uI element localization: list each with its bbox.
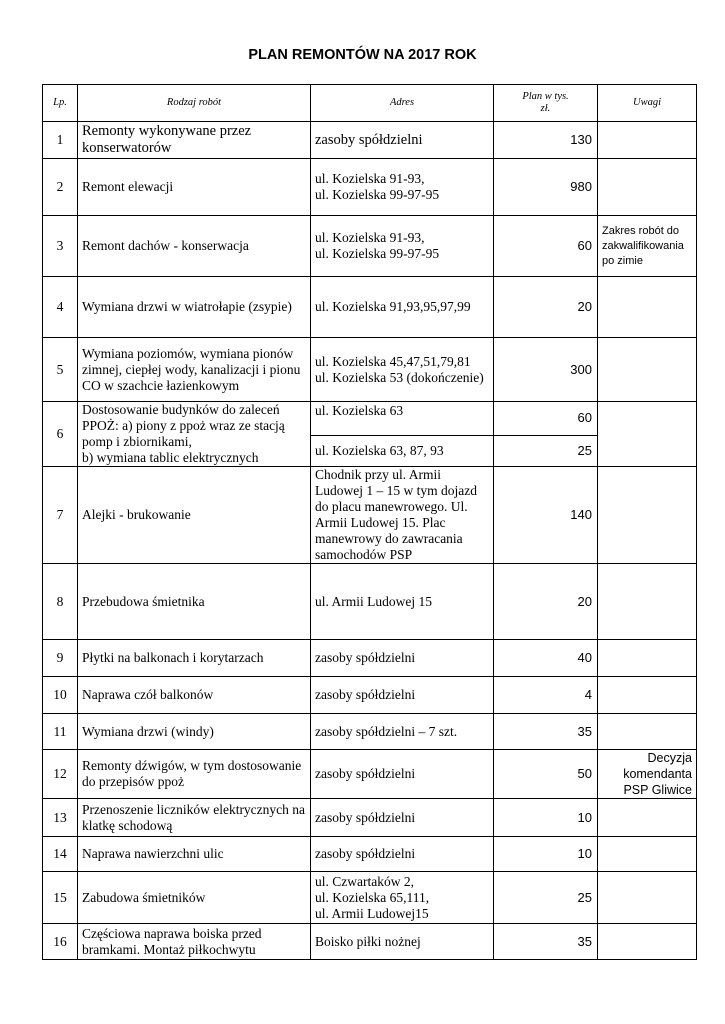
row-uwagi bbox=[598, 122, 697, 159]
header-plan-line2: zł. bbox=[540, 103, 551, 114]
row-adres bbox=[311, 338, 494, 402]
row-adres-line: ul. Kozielska 53 (dokończenie) bbox=[315, 369, 484, 385]
repairs-table bbox=[42, 84, 697, 960]
row-uwagi bbox=[598, 564, 697, 640]
row-lp: 9 bbox=[43, 640, 78, 677]
row-uwagi bbox=[598, 216, 697, 277]
table-row bbox=[43, 924, 697, 960]
table-row bbox=[43, 750, 697, 799]
row-rodzaj: Przenoszenie liczników elektrycznych na klatkę schodową bbox=[78, 799, 311, 837]
row-adres: zasoby spółdzielni – 7 szt. bbox=[311, 714, 494, 750]
row-adres: zasoby spółdzielni bbox=[311, 750, 494, 799]
row-rodzaj-line: Dostosowanie budynków do zaleceń PPOŻ: a) piony z ppoż wraz ze stacją pomp i zbiornikami, bbox=[82, 402, 285, 449]
header-adres: Adres bbox=[311, 85, 494, 122]
row-lp: 14 bbox=[43, 837, 78, 872]
row-plan: 35 bbox=[494, 924, 598, 960]
row-rodzaj: Płytki na balkonach i korytarzach bbox=[78, 640, 311, 677]
row-plan: 10 bbox=[494, 837, 598, 872]
row-rodzaj: Naprawa nawierzchni ulic bbox=[78, 837, 311, 872]
table-row bbox=[43, 467, 697, 564]
row-rodzaj: Naprawa czół balkonów bbox=[78, 677, 311, 714]
row-adres-line: ul. Kozielska 65,111, bbox=[315, 889, 430, 905]
table-row bbox=[43, 799, 697, 837]
table-row bbox=[43, 714, 697, 750]
row-plan: 60 bbox=[494, 402, 598, 436]
row-adres bbox=[311, 216, 494, 277]
row-uwagi bbox=[598, 924, 697, 960]
table-row bbox=[43, 277, 697, 338]
table-row bbox=[43, 677, 697, 714]
header-uwagi: Uwagi bbox=[598, 85, 697, 122]
row-uwagi bbox=[598, 640, 697, 677]
row-uwagi bbox=[598, 677, 697, 714]
row-plan: 60 bbox=[494, 216, 598, 277]
row-plan: 25 bbox=[494, 872, 598, 924]
row-plan: 50 bbox=[494, 750, 598, 799]
row-plan: 20 bbox=[494, 277, 598, 338]
row-rodzaj-line: b) wymiana tablic elektrycznych bbox=[82, 450, 259, 465]
row-rodzaj: Remonty dźwigów, w tym dostosowanie do przepisów ppoż bbox=[78, 750, 311, 799]
row-plan: 35 bbox=[494, 714, 598, 750]
row-rodzaj: Remont dachów - konserwacja bbox=[78, 216, 311, 277]
table-row bbox=[43, 640, 697, 677]
header-plan-line1: Plan w tys. bbox=[522, 91, 569, 102]
row-adres: zasoby spółdzielni bbox=[311, 799, 494, 837]
row-rodzaj: Remont elewacji bbox=[78, 159, 311, 216]
row-lp: 4 bbox=[43, 277, 78, 338]
row-plan: 25 bbox=[494, 435, 598, 466]
row-rodzaj bbox=[78, 402, 311, 467]
row-lp: 11 bbox=[43, 714, 78, 750]
table-row bbox=[43, 216, 697, 277]
row-lp: 12 bbox=[43, 750, 78, 799]
row-adres: ul. Kozielska 63 bbox=[311, 402, 494, 436]
row-lp: 10 bbox=[43, 677, 78, 714]
row-adres: zasoby spółdzielni bbox=[311, 122, 494, 159]
table-row bbox=[43, 564, 697, 640]
row-lp: 5 bbox=[43, 338, 78, 402]
header-rodzaj: Rodzaj robót bbox=[78, 85, 311, 122]
page-title: PLAN REMONTÓW NA 2017 ROK bbox=[248, 47, 477, 63]
row-rodzaj: Częściowa naprawa boiska przed bramkami. Montaż piłkochwytu bbox=[78, 924, 311, 960]
row-rodzaj: Wymiana poziomów, wymiana pionów zimnej, ciepłej wody, kanalizacji i pionu CO w szachcie łazienkowym bbox=[78, 338, 311, 402]
row-adres: ul. Kozielska 91,93,95,97,99 bbox=[311, 277, 494, 338]
row-plan: 980 bbox=[494, 159, 598, 216]
row-uwagi bbox=[598, 872, 697, 924]
row-plan: 40 bbox=[494, 640, 598, 677]
row-adres-line: ul. Kozielska 99-97-95 bbox=[315, 246, 440, 261]
row-lp: 13 bbox=[43, 799, 78, 837]
row-rodzaj: Wymiana drzwi (windy) bbox=[78, 714, 311, 750]
row-adres-line: ul. Armii Ludowej15 bbox=[315, 905, 429, 921]
row-uwagi bbox=[598, 714, 697, 750]
row-lp: 3 bbox=[43, 216, 78, 277]
row-adres-line: ul. Czwartaków 2, bbox=[315, 873, 414, 889]
row-uwagi-line: Decyzja komendanta bbox=[623, 751, 692, 781]
row-uwagi bbox=[598, 837, 697, 872]
row-lp: 1 bbox=[43, 122, 78, 159]
header-lp: Lp. bbox=[43, 85, 78, 122]
row-rodzaj: Zabudowa śmietników bbox=[78, 872, 311, 924]
row-plan: 140 bbox=[494, 467, 598, 564]
row-rodzaj: Wymiana drzwi w wiatrołapie (zsypie) bbox=[78, 277, 311, 338]
row-adres: Boisko piłki nożnej bbox=[311, 924, 494, 960]
row-adres: Chodnik przy ul. Armii Ludowej 1 – 15 w tym dojazd do placu manewrowego. Ul. Armii Ludowej 15. Plac manewrowy do zawracania samochodów PSP bbox=[311, 467, 494, 564]
table-row bbox=[43, 338, 697, 402]
row-adres: ul. Armii Ludowej 15 bbox=[311, 564, 494, 640]
table-row bbox=[43, 159, 697, 216]
row-lp: 7 bbox=[43, 467, 78, 564]
row-adres-line: ul. Kozielska 91-93, bbox=[315, 230, 425, 245]
table-row bbox=[43, 122, 697, 159]
row-plan: 20 bbox=[494, 564, 598, 640]
table-row bbox=[43, 402, 697, 436]
row-uwagi-line: PSP Gliwice bbox=[623, 783, 692, 797]
row-adres: zasoby spółdzielni bbox=[311, 677, 494, 714]
table-row bbox=[43, 872, 697, 924]
row-rodzaj: Przebudowa śmietnika bbox=[78, 564, 311, 640]
row-uwagi bbox=[598, 338, 697, 402]
row-lp: 2 bbox=[43, 159, 78, 216]
table-row bbox=[43, 837, 697, 872]
row-uwagi-line: zakwalifikowania po zimie bbox=[602, 239, 684, 267]
row-lp: 16 bbox=[43, 924, 78, 960]
row-adres-line: ul. Kozielska 99-97-95 bbox=[315, 187, 440, 202]
row-uwagi bbox=[598, 799, 697, 837]
row-rodzaj: Remonty wykonywane przez konserwatorów bbox=[78, 122, 311, 159]
row-adres-line: ul. Kozielska 45,47,51,79,81 bbox=[315, 353, 471, 369]
row-plan: 10 bbox=[494, 799, 598, 837]
row-plan: 130 bbox=[494, 122, 598, 159]
header-plan bbox=[494, 85, 598, 122]
row-adres bbox=[311, 872, 494, 924]
row-uwagi bbox=[598, 750, 697, 799]
row-plan: 4 bbox=[494, 677, 598, 714]
row-lp: 8 bbox=[43, 564, 78, 640]
row-uwagi-line: Zakres robót do bbox=[602, 224, 680, 237]
row-adres bbox=[311, 159, 494, 216]
row-uwagi bbox=[598, 277, 697, 338]
row-adres: ul. Kozielska 63, 87, 93 bbox=[311, 435, 494, 466]
row-adres-line: ul. Kozielska 91-93, bbox=[315, 171, 425, 186]
row-adres: zasoby spółdzielni bbox=[311, 640, 494, 677]
table-header-row bbox=[43, 85, 697, 122]
row-uwagi bbox=[598, 467, 697, 564]
row-lp: 6 bbox=[43, 402, 78, 467]
row-adres: zasoby spółdzielni bbox=[311, 837, 494, 872]
row-lp: 15 bbox=[43, 872, 78, 924]
row-rodzaj: Alejki - brukowanie bbox=[78, 467, 311, 564]
row-uwagi bbox=[598, 402, 697, 467]
row-plan: 300 bbox=[494, 338, 598, 402]
row-uwagi bbox=[598, 159, 697, 216]
